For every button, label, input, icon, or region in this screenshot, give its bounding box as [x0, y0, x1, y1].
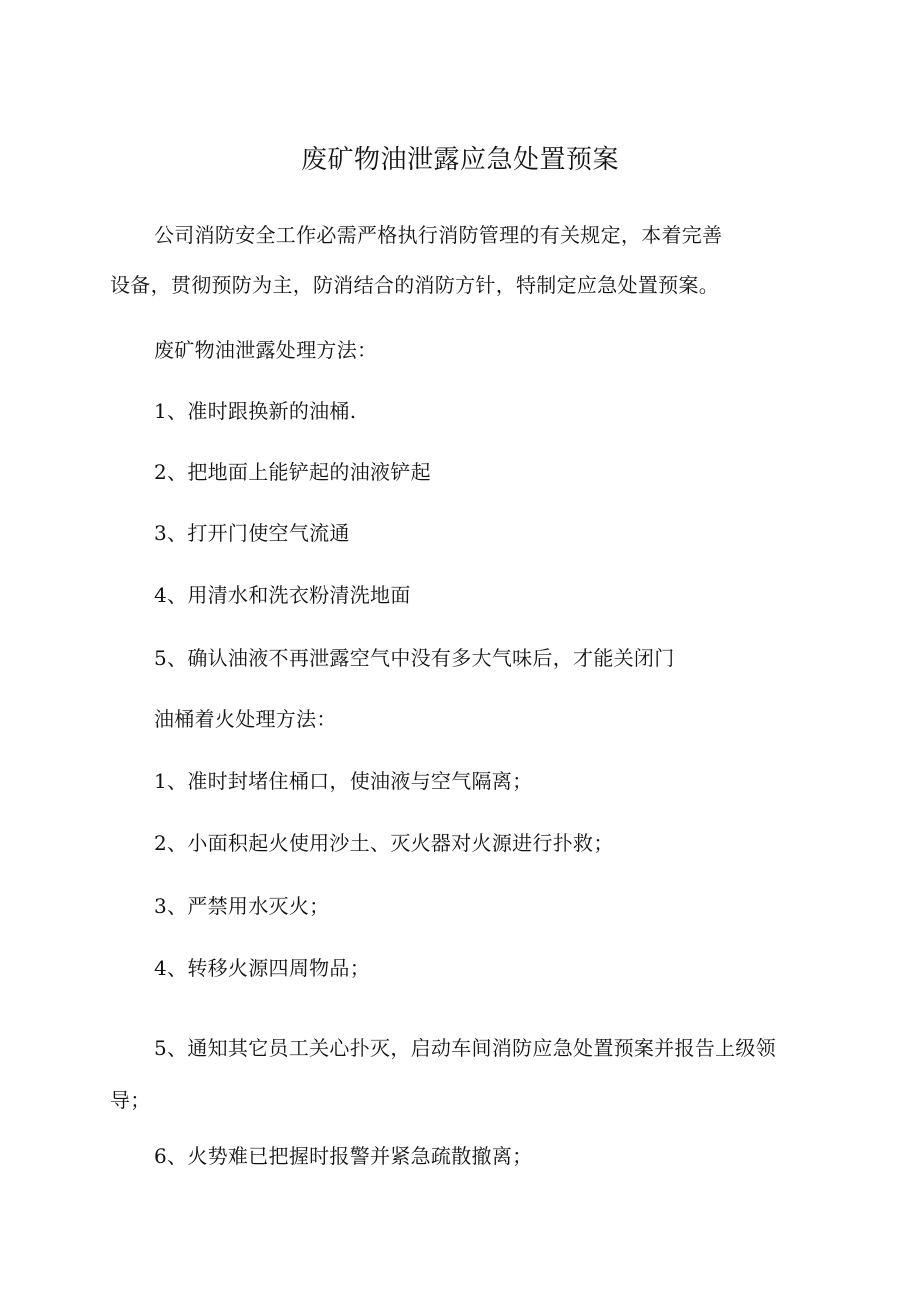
list-item-continuation: 导；: [110, 1088, 151, 1112]
list-item: 5、通知其它员工关心扑灭，启动车间消防应急处置预案并报告上级领: [154, 1036, 777, 1060]
intro-paragraph-line-1: 公司消防安全工作必需严格执行消防管理的有关规定，本着完善: [154, 223, 723, 247]
list-item: 2、小面积起火使用沙土、灭火器对火源进行扑救；: [154, 831, 614, 855]
list-item: 4、用清水和洗衣粉清洗地面: [154, 583, 411, 607]
list-item: 6、火势难已把握时报警并紧急疏散撤离；: [154, 1144, 533, 1168]
list-item: 1、准时封堵住桶口，使油液与空气隔离；: [154, 769, 533, 793]
intro-paragraph-line-2: 设备，贯彻预防为主，防消结合的消防方针，特制定应急处置预案。: [110, 273, 719, 297]
list-item: 3、打开门使空气流通: [154, 521, 350, 545]
list-item: 4、转移火源四周物品；: [154, 956, 371, 980]
list-item: 5、确认油液不再泄露空气中没有多大气味后，才能关闭门: [154, 646, 675, 670]
section-heading-oil-leak: 废矿物油泄露处理方法：: [154, 338, 378, 362]
document-title: 废矿物油泄露应急处置预案: [300, 145, 619, 175]
list-item: 1、准时跟换新的油桶.: [154, 399, 357, 423]
section-heading-barrel-fire: 油桶着火处理方法：: [154, 707, 337, 731]
list-item: 3、严禁用水灭火；: [154, 894, 330, 918]
list-item: 2、把地面上能铲起的油液铲起: [154, 460, 431, 484]
